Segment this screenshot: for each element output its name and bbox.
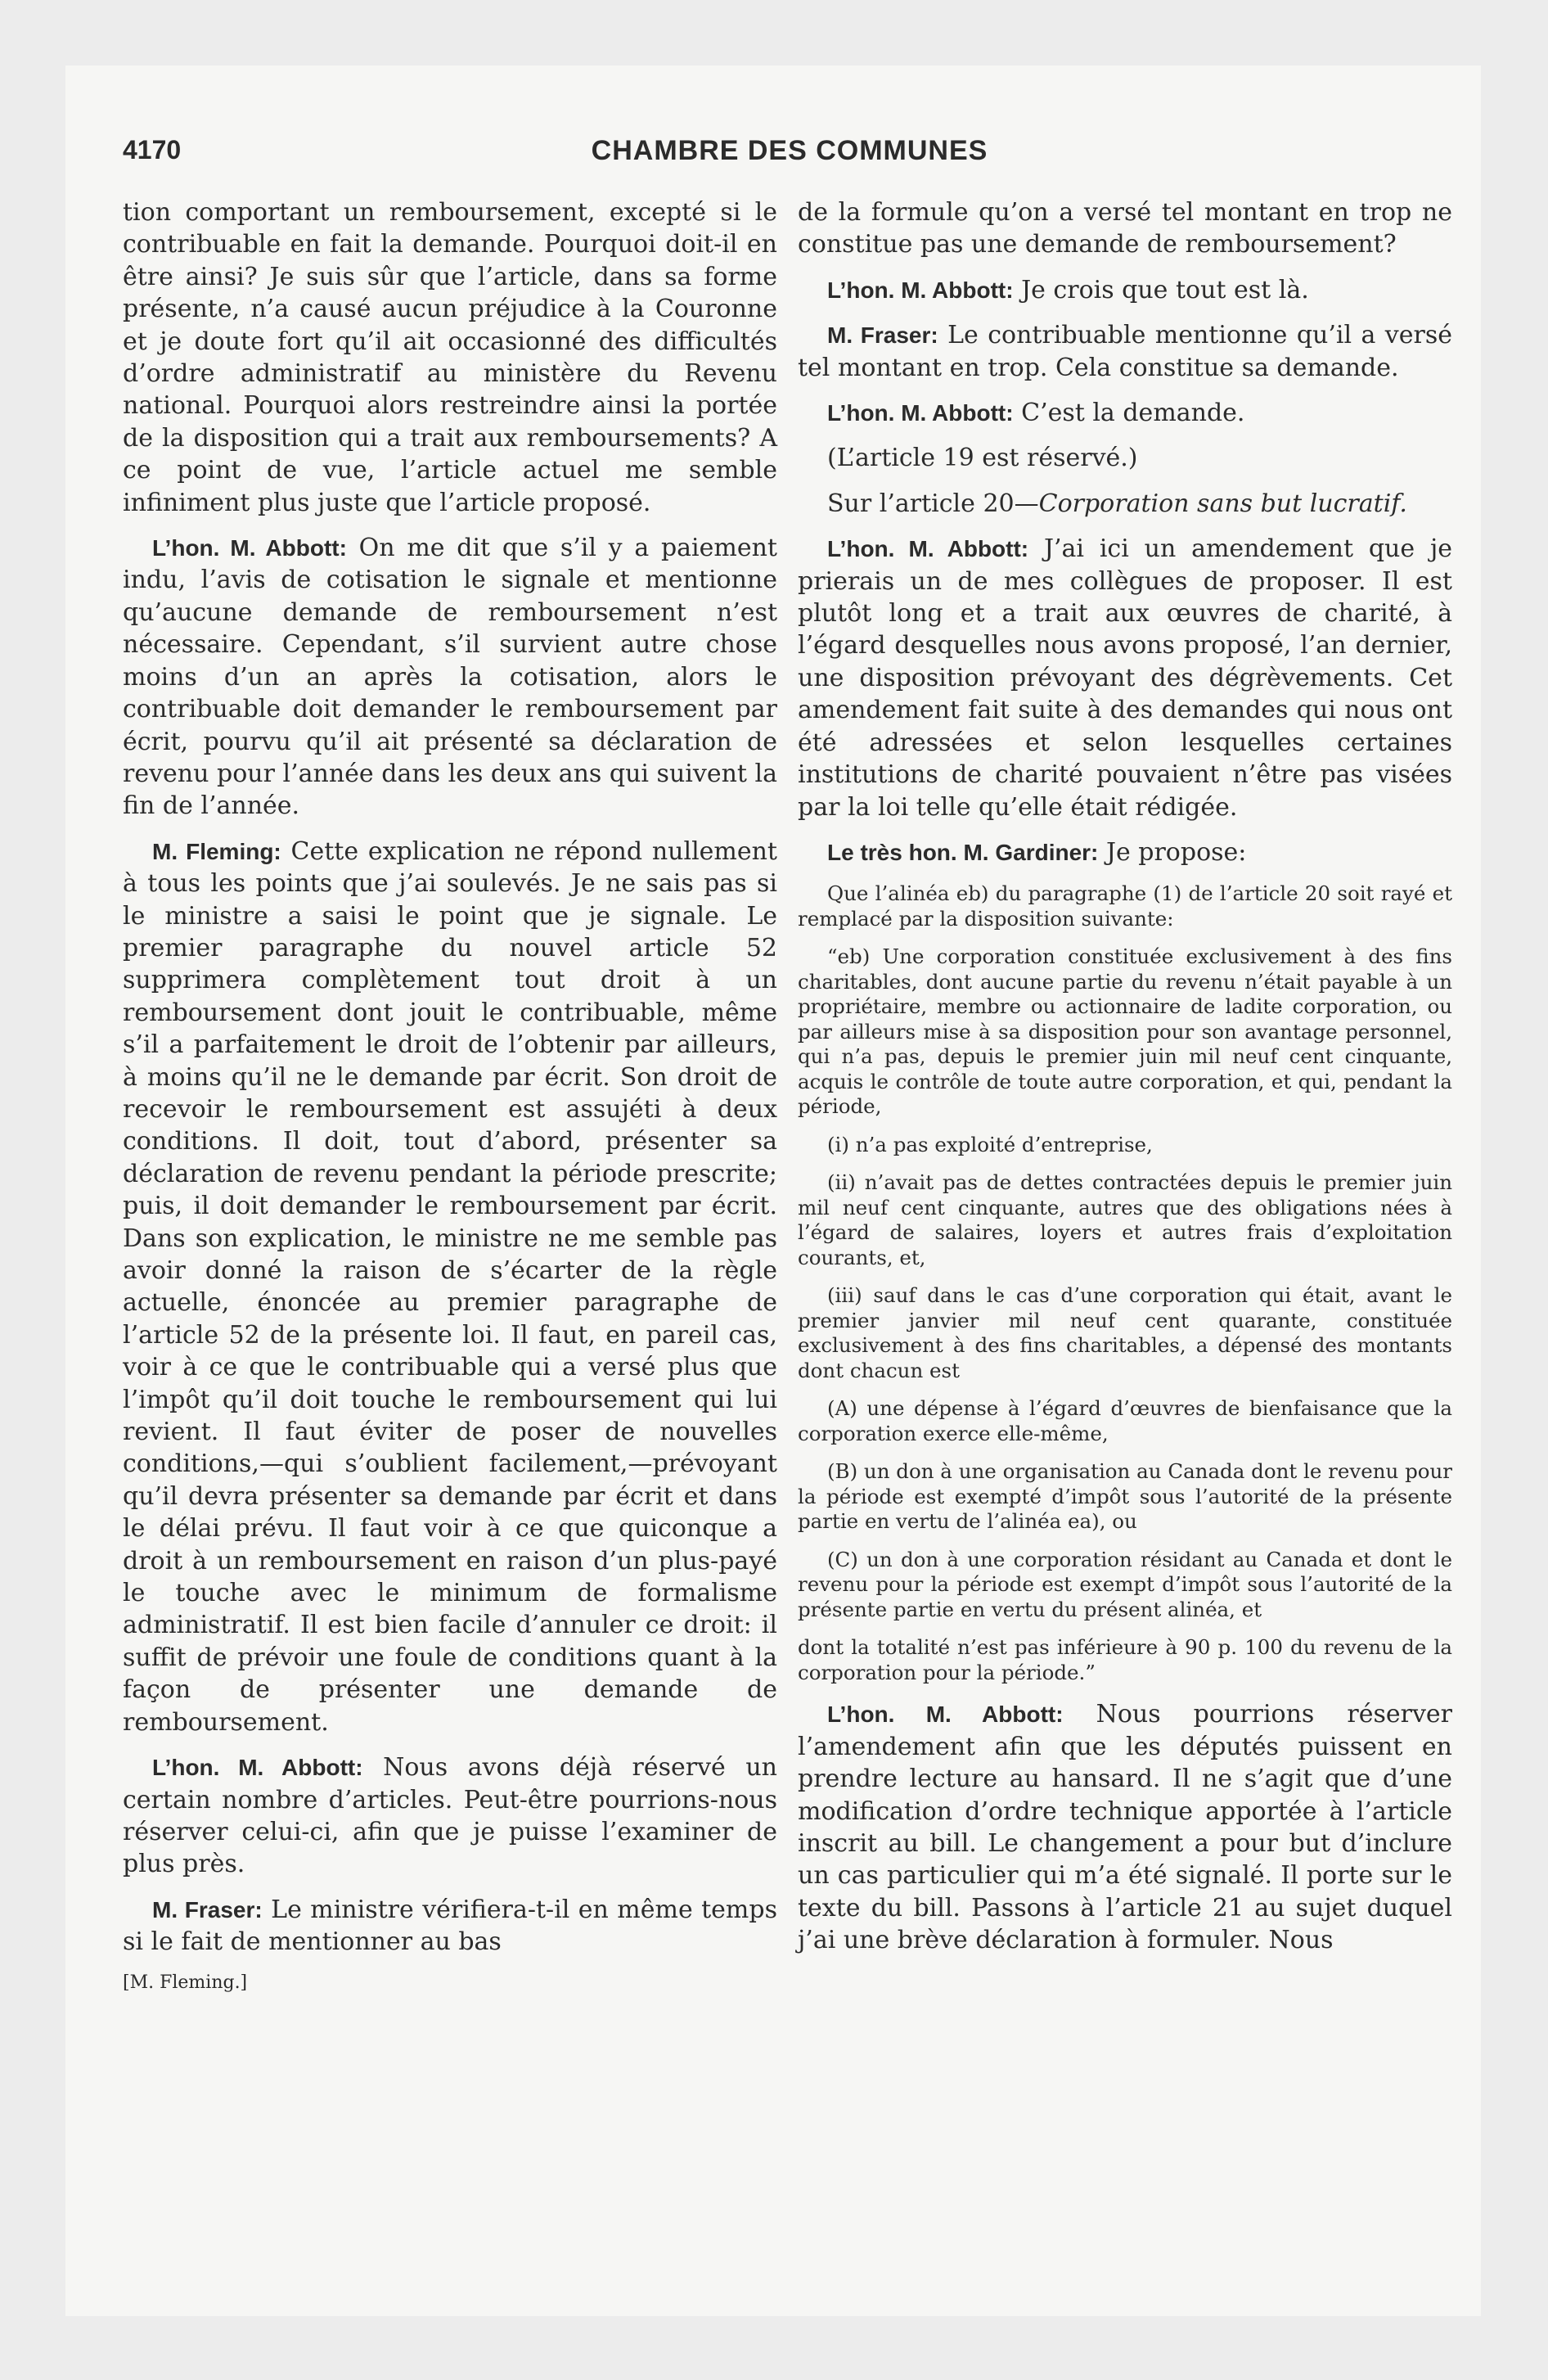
paragraph — [798, 397, 1452, 429]
speaker: L’hon. M. Abbott: — [827, 1702, 1064, 1728]
speaker: L’hon. M. Abbott: — [827, 536, 1029, 562]
speech-text: Nous pourrions réserver l’amendement afin que les députés puissent en prendre lecture au hansard. Il ne s’agit que d’une modification d’ordre technique apportée à l’article inscrit au bill. Le changement a pour but d’inclure un cas particulier qui m’a été signalé. Il porte sur le texte du bill. Passons à l’article 21 au sujet duquel j’ai une brève déclaration à formuler. Nous — [798, 1700, 1452, 1955]
paragraph — [798, 319, 1452, 384]
paragraph — [123, 1894, 777, 1959]
amendment-text: Que l’alinéa eb) du paragraphe (1) de l’article 20 soit rayé et remplacé par la disposition suivante: — [798, 881, 1452, 931]
speech-text: Je crois que tout est là. — [1021, 275, 1309, 304]
amendment-text: “eb) Une corporation constituée exclusivement à des fins charitables, dont aucune partie du revenu n’était payable à un propriétaire, membre ou actionnaire de ladite corporation, ou par ailleurs mise à sa disposition pour son avantage personnel, qui n’a pas, depuis le premier juin mil neuf cent cinquante, acquis le contrôle de toute autre corporation, et qui, pendant la période, — [798, 944, 1452, 1119]
paragraph: tion comportant un remboursement, excepté si le contribuable en fait la demande. Pourquoi doit-il en être ainsi? Je suis sûr que l’article, dans sa forme présente, n’a causé aucun préjudice à la Couronne et je doute fort qu’il ait occasionné des difficultés d’ordre administratif au ministère du Revenu national. Pourquoi alors restreindre ainsi la portée de la disposition qui a trait aux remboursements? A ce point de vue, l’article actuel me semble infiniment plus juste que l’article proposé. — [123, 198, 777, 517]
amendment-text: (i) n’a pas exploité d’entreprise, — [827, 1132, 1153, 1156]
paragraph — [798, 274, 1452, 306]
page-header — [123, 135, 1456, 176]
paragraph: (L’article 19 est réservé.) — [827, 444, 1138, 473]
speaker: L’hon. M. Abbott: — [152, 1755, 363, 1781]
amendment-text: (C) un don à une corporation résidant au Canada et dont le revenu pour la période est exempt d’impôt sous l’autorité de la présente partie en vertu du présent alinéa, et — [798, 1547, 1452, 1621]
speech-text: Cette explication ne répond nullement à tous les points que j’ai soulevés. Je ne sais pas si le ministre a saisi le point que je signale. Le premier paragraphe du nouvel article 52 supprimera complètement tout droit à un remboursement dont jouit le contribuable, même s’il a parfaitement le droit de l’obtenir par ailleurs, à moins qu’il ne le demande par écrit. Son droit de recevoir le remboursement est assujéti à deux conditions. Il doit, tout d’abord, présenter sa déclaration de revenu pendant la période prescrite; puis, il doit demander le remboursement par écrit. Dans son explication, le ministre ne me semble pas avoir donné la raison de s’écarter de la règle actuelle, énoncée au premier paragraphe de l’article 52 de la présente loi. Il faut, en pareil cas, voir à ce que le contribuable qui a versé plus que l’impôt qu’il doit touche le remboursement qui lui revient. Il faut éviter de poser de nouvelles conditions,—qui s’oublient facilement,—prévoyant qu’il devra présenter sa demande par écrit et dans le délai prévu. Il faut voir à ce que quiconque a droit à un remboursement en raison d’un plus-payé le touche avec le minimum de formalisme administratif. Il est bien facile d’annuler ce droit: il suffit de prévoir une foule de conditions quant à la façon de présenter une demande de remboursement. — [123, 836, 777, 1737]
paragraph — [798, 533, 1452, 823]
speaker: M. Fleming: — [152, 838, 281, 864]
amendment-text: (A) une dépense à l’égard d’œuvres de bienfaisance que la corporation exerce elle-même, — [798, 1396, 1452, 1445]
speech-text: Nous avons déjà réservé un certain nombre d’articles. Peut-être pourrions-nous réserver celui-ci, afin que je puisse l’examiner de plus près. — [123, 1753, 777, 1879]
amendment-text: (iii) sauf dans le cas d’une corporation qui était, avant le premier janvier mil neuf cent quarante, constituée exclusivement à des fins charitables, a dépensé des montants dont chacun est — [798, 1283, 1452, 1382]
amendment-text: (B) un don à une organisation au Canada dont le revenu pour la période est exempté d’impôt sous l’autorité de la présente partie en vertu de l’alinéa ea), ou — [798, 1459, 1452, 1534]
paragraph — [123, 836, 777, 1738]
speech-text: Le contribuable mentionne qu’il a versé tel montant en trop. Cela constitue sa demande. — [798, 321, 1452, 382]
clause-title: Corporation sans but lucratif. — [1038, 489, 1407, 518]
speech-text: J’ai ici un amendement que je prierais un de mes collègues de proposer. Il est plutôt long et a trait aux œuvres de charité, à l’égard desquelles nous avons proposé, l’an dernier, une disposition prévoyant des dégrèvements. Cet amendement fait suite à des demandes qui nous ont été adressées et selon lesquelles certaines institutions de charité pouvaient n’être pas visées par la loi telle qu’elle était rédigée. — [798, 534, 1452, 822]
speaker: M. Fraser: — [152, 1896, 263, 1922]
page-footnote: [M. Fleming.] — [123, 1972, 248, 1993]
amendment-text: (ii) n’avait pas de dettes contractées depuis le premier juin mil neuf cent cinquante, autres que des obligations nées à l’égard de salaires, loyers et autres frais d’exploitation courants, et, — [798, 1170, 1452, 1269]
speech-text: Je propose: — [1105, 837, 1247, 867]
speaker: M. Fraser: — [827, 322, 938, 349]
speech-text: On me dit que s’il y a paiement indu, l’avis de cotisation le signale et mentionne qu’aucune demande de remboursement n’est nécessaire. Cependant, s’il survient autre chose moins d’un an après la cotisation, alors le contribuable doit demander le remboursement par écrit, pourvu qu’il ait présenté sa déclaration de revenu pour l’année dans les deux ans qui suivent la fin de l’année. — [123, 534, 777, 821]
speech-text: C’est la demande. — [1021, 399, 1245, 428]
amendment-text: dont la totalité n’est pas inférieure à 90 p. 100 du revenu de la corporation pour la période.” — [798, 1635, 1452, 1684]
page-title: CHAMBRE DES COMMUNES — [591, 135, 988, 166]
speaker: L’hon. M. Abbott: — [827, 277, 1014, 303]
paragraph: de la formule qu’on a versé tel montant en trop ne constitue pas une demande de remboursement? — [798, 198, 1452, 259]
speaker: L’hon. M. Abbott: — [827, 400, 1014, 426]
page-number: 4170 — [123, 135, 182, 165]
left-column — [123, 196, 777, 1995]
paragraph — [798, 1698, 1452, 1956]
paragraph — [123, 532, 777, 823]
speech-text: Le ministre vérifiera-t-il en même temps si le fait de mentionner au bas — [123, 1895, 777, 1957]
speaker: Le très hon. M. Gardiner: — [827, 839, 1099, 865]
paragraph — [798, 836, 1452, 868]
speaker: L’hon. M. Abbott: — [152, 535, 347, 561]
right-column — [798, 196, 1452, 1970]
paragraph — [798, 488, 1452, 520]
paragraph — [123, 1751, 777, 1881]
clause-intro: Sur l’article 20— — [827, 489, 1039, 518]
